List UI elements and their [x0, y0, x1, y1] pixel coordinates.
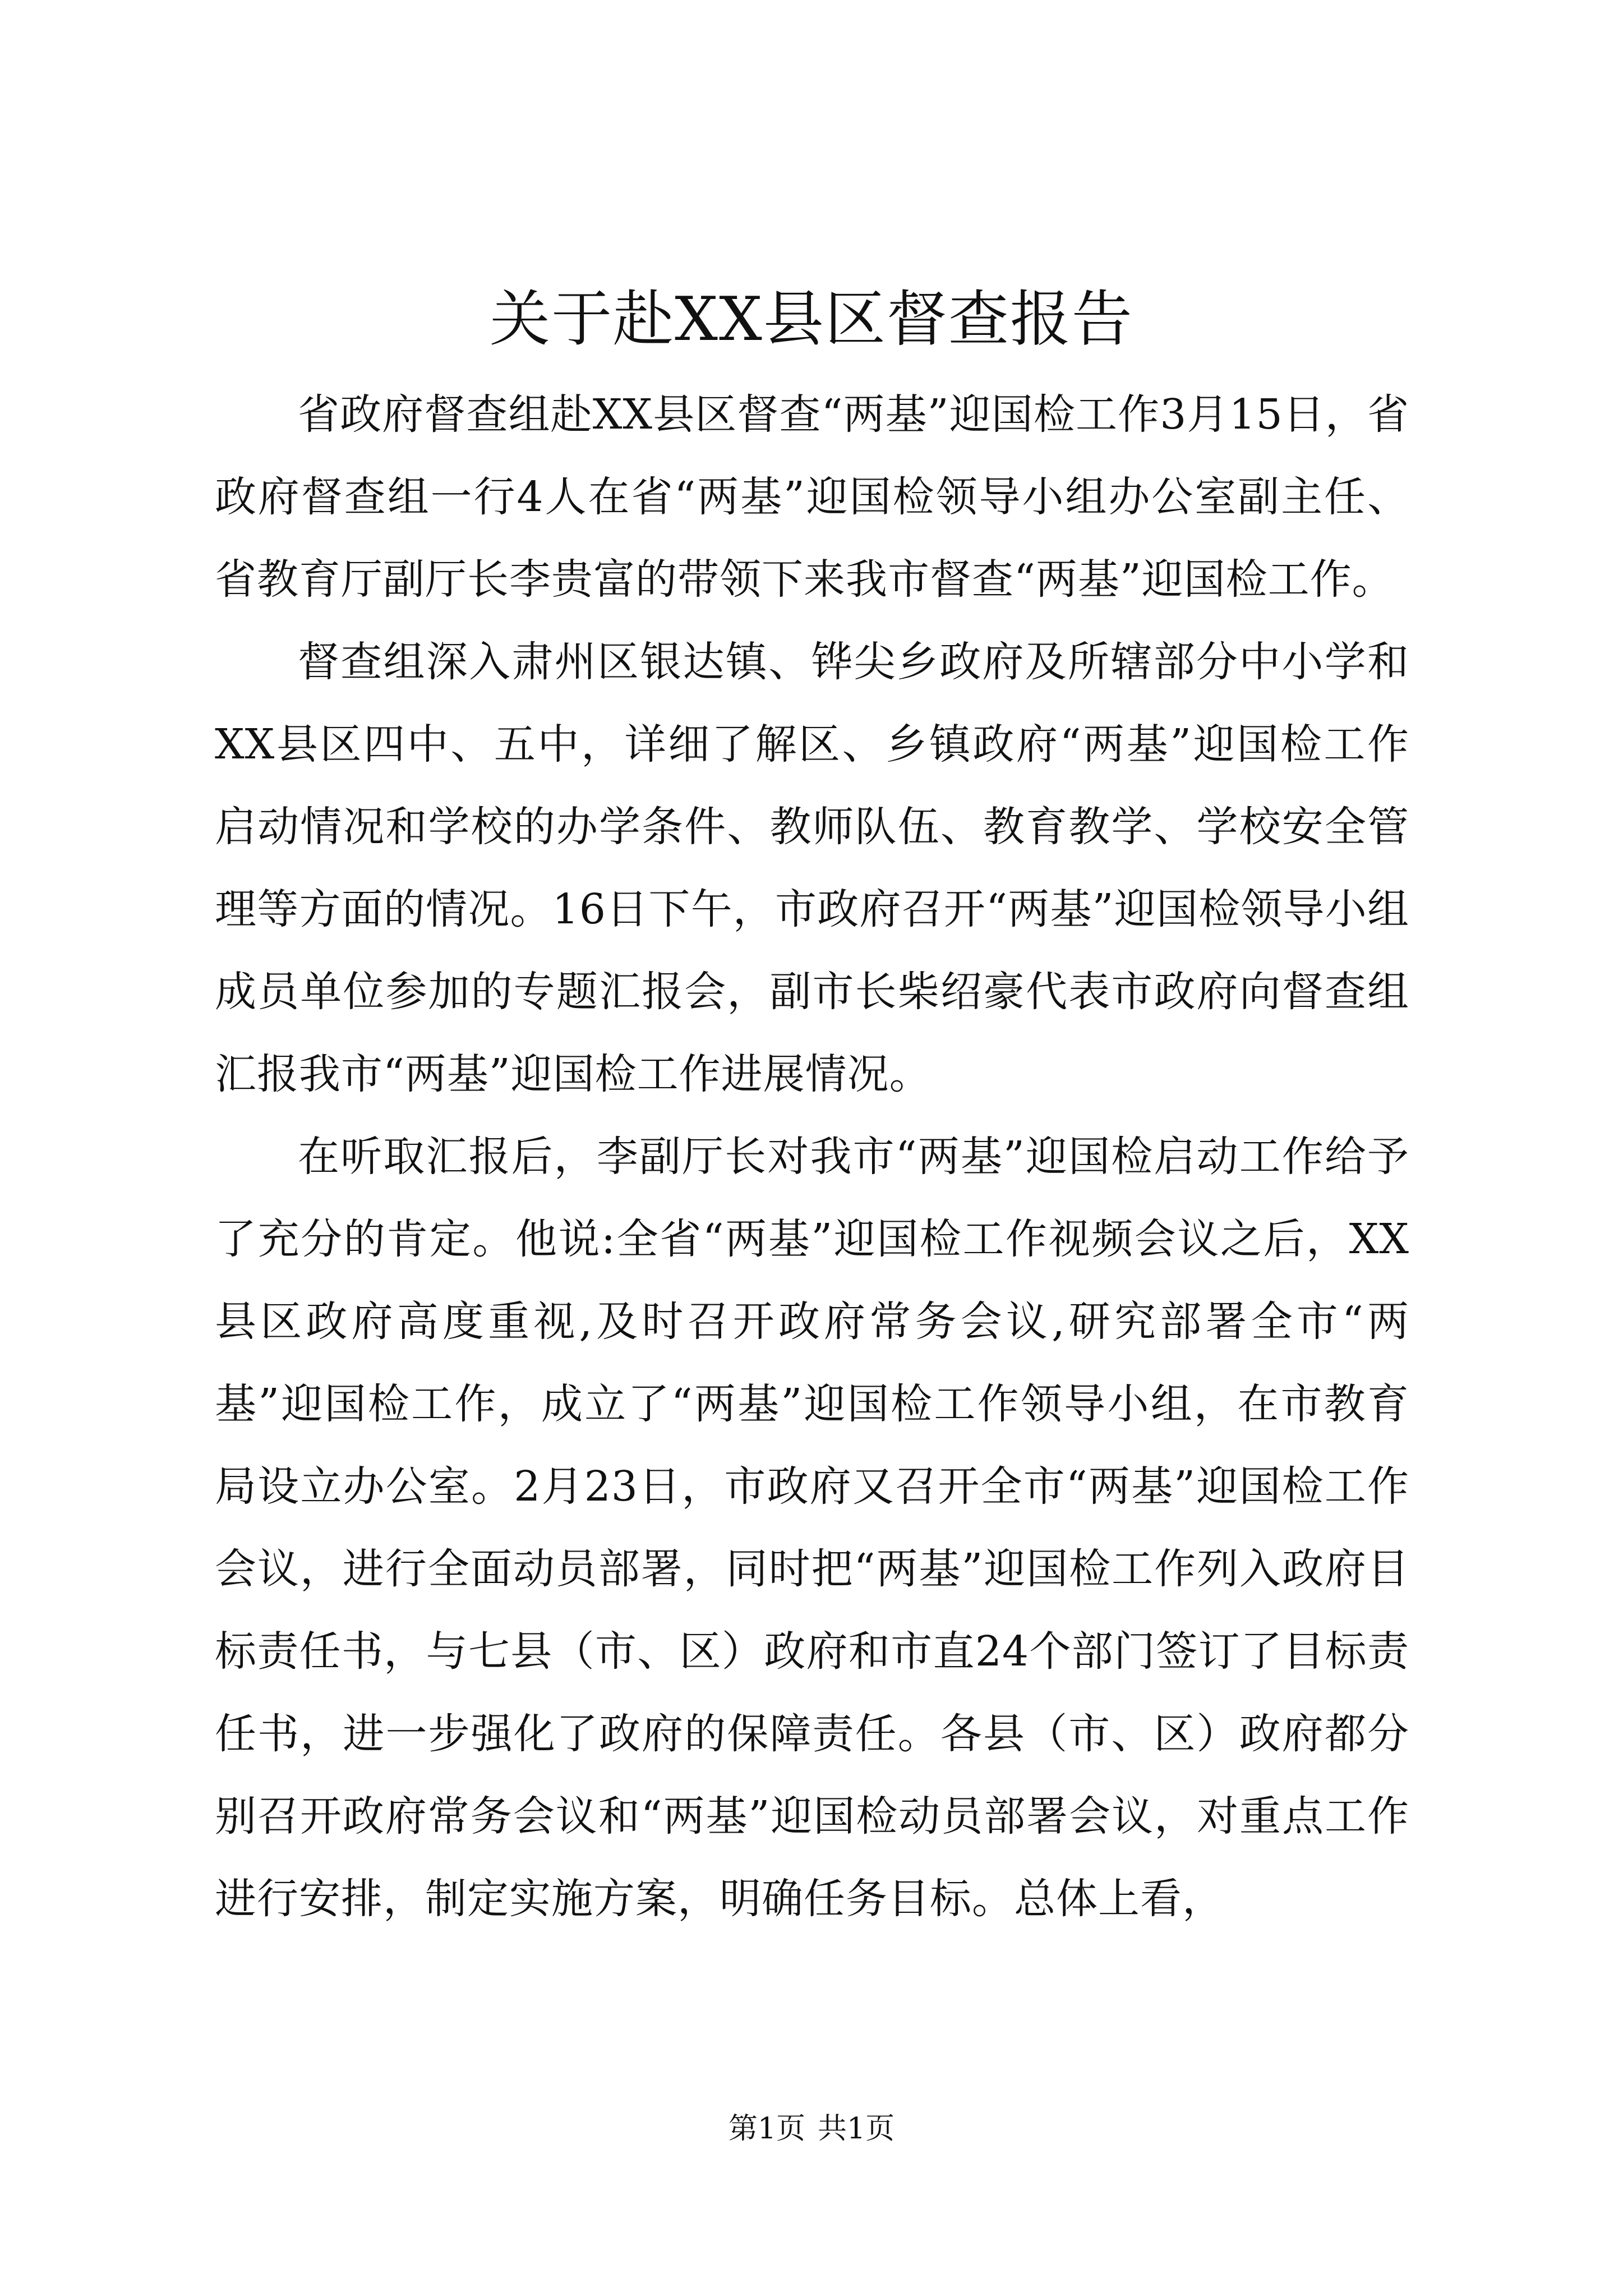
page-number: 第1页: [728, 2112, 805, 2146]
page-total: 共1页: [818, 2112, 895, 2146]
page-footer: [0, 2109, 1623, 2148]
paragraph-3: 在听取汇报后，李副厅长对我市“两基”迎国检启动工作给予了充分的肯定。他说:全省“两基”迎国检工作视频会议之后，XX县区政府高度重视,及时召开政府常务会议,研究部署全市“两基”迎国检工作，成立了“两基”迎国检工作领导小组，在市教育局设立办公室。2月23日，市政府又召开全市“两基”迎国检工作会议，进行全面动员部署，同时把“两基”迎国检工作列入政府目标责任书，与七县（市、区）政府和市直24个部门签订了目标责任书，进一步强化了政府的保障责任。各县（市、区）政府都分别召开政府常务会议和“两基”迎国检动员部署会议，对重点工作进行安排，制定实施方案，明确任务目标。总体上看，: [215, 1133, 1409, 1923]
paragraph-1: 省政府督查组赴XX县区督查“两基”迎国检工作3月15日，省政府督查组一行4人在省“两基”迎国检领导小组办公室副主任、省教育厅副厅长李贵富的带领下来我市督查“两基”迎国检工作。: [215, 390, 1409, 604]
document-body: [215, 374, 1409, 1940]
document-title: 关于赴XX县区督查报告: [490, 284, 1133, 355]
paragraph-2: 督查组深入肃州区银达镇、铧尖乡政府及所辖部分中小学和XX县区四中、五中，详细了解区、乡镇政府“两基”迎国检工作启动情况和学校的办学条件、教师队伍、教育教学、学校安全管理等方面的情况。16日下午，市政府召开“两基”迎国检领导小组成员单位参加的专题汇报会，副市长柴绍豪代表市政府向督查组汇报我市“两基”迎国检工作进展情况。: [215, 638, 1409, 1098]
